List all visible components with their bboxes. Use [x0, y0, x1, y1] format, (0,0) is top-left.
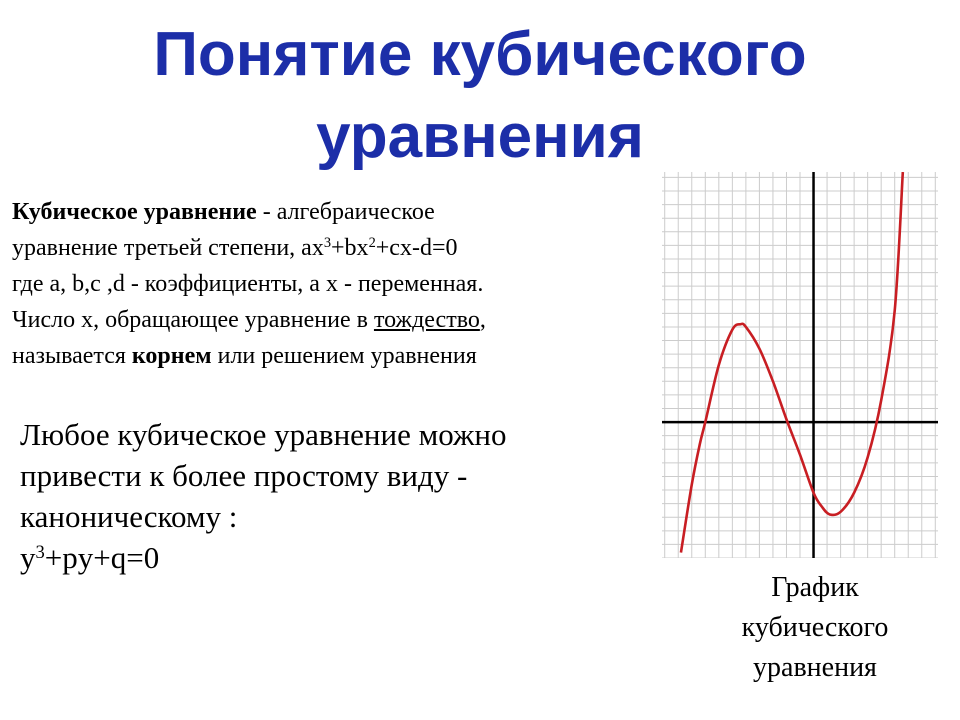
- formula-part-a: уравнение третьей степени, ax: [12, 235, 324, 261]
- power-2: 2: [368, 235, 376, 252]
- definition-text-1: - алгебраическое: [256, 199, 435, 225]
- definition-line-5: [12, 338, 662, 374]
- cubic-curve: [681, 172, 903, 553]
- formula-part-c: +cx-d=0: [375, 235, 458, 261]
- slide-title: [0, 14, 960, 178]
- definition-line-1: [12, 194, 662, 230]
- cubic-graph: [662, 172, 938, 558]
- definition-comma: ,: [479, 307, 486, 333]
- power-3: 3: [323, 235, 332, 252]
- definition-paragraph: [12, 194, 662, 374]
- definition-text-5: называется: [12, 343, 132, 369]
- equation-power: 3: [35, 541, 45, 563]
- caption-line-3: уравнения: [753, 652, 877, 683]
- canonical-line-3: каноническому :: [20, 499, 238, 534]
- identity-link[interactable]: тождество: [373, 307, 480, 333]
- definition-line-3: где a, b,c ,d - коэффициенты, а x - переменная.: [12, 271, 484, 297]
- title-line-2: уравнения: [316, 102, 644, 171]
- definition-text-4: Число x, обращающее уравнение в: [12, 307, 374, 333]
- canonical-paragraph: [20, 414, 640, 578]
- canonical-line-2: привести к более простому виду -: [20, 458, 468, 493]
- root-term: корнем: [131, 343, 212, 369]
- definition-term: Кубическое уравнение: [12, 199, 257, 225]
- graph-caption: [690, 568, 940, 688]
- title-line-1: Понятие кубического: [153, 20, 807, 89]
- caption-line-2: кубического: [741, 612, 889, 643]
- equation-y: y: [20, 540, 36, 575]
- caption-line-1: График: [771, 572, 859, 603]
- canonical-line-1: Любое кубическое уравнение можно: [20, 417, 507, 452]
- canonical-equation: [20, 537, 640, 578]
- definition-line-4: [12, 302, 662, 338]
- formula-part-b: +bx: [331, 235, 369, 261]
- definition-line-2: [12, 230, 662, 266]
- definition-text-5-end: или решением уравнения: [211, 343, 477, 369]
- equation-rest: +py+q=0: [44, 540, 160, 575]
